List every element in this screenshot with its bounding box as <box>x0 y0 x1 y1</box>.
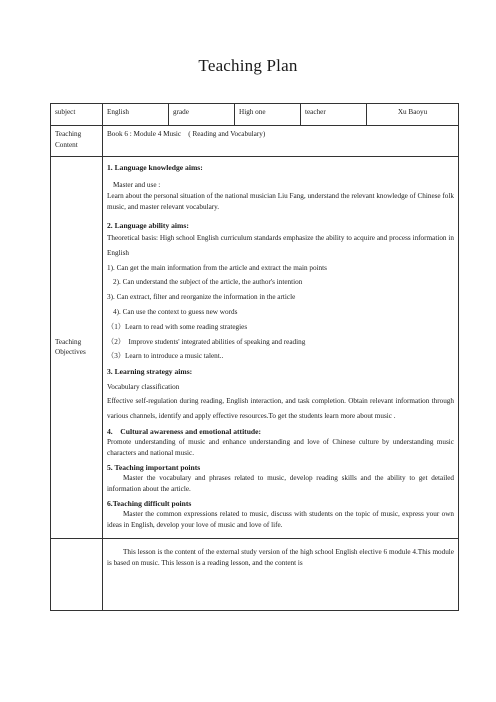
grade-value: High one <box>235 104 301 126</box>
page-title: Teaching Plan <box>198 56 298 75</box>
header-row <box>51 104 459 126</box>
analysis-text: This lesson is the content of the external study version of the high school English elective 6 module 4.This module is based on music. This lesson is a reading lesson, and the content is <box>103 538 459 610</box>
theoretical-basis-text: Theoretical basis: High school English curriculum standards emphasize the ability to acquire and process information in English <box>107 234 454 257</box>
ability-subitem-3: （3）Learn to introduce a music talent.. <box>107 352 224 361</box>
subject-label: subject <box>51 104 103 126</box>
important-points-text: Master the vocabulary and phrases related to music, develop reading skills and the ability to get detailed information about the article. <box>107 474 454 494</box>
teacher-value: Xu Baoyu <box>367 104 459 126</box>
teaching-plan-table <box>50 103 459 611</box>
language-ability-heading: 2. Language ability aims: <box>107 220 189 230</box>
ability-item-1: 1). Can get the main information from the article and extract the main points <box>107 263 327 272</box>
subject-value: English <box>103 104 169 126</box>
language-knowledge-heading: 1. Language knowledge aims: <box>107 163 203 172</box>
teaching-content-value: Book 6 : Module 4 Music ( Reading and Vocabulary) <box>103 126 459 157</box>
ability-subitem-2: （2） Improve students' integrated abilities of speaking and reading <box>107 337 306 346</box>
cultural-awareness-heading: 4. Cultural awareness and emotional attitude: <box>107 426 262 436</box>
ability-item-3: 3). Can extract, filter and reorganize the information in the article <box>107 293 296 302</box>
important-points-heading: 5. Teaching important points <box>107 462 201 472</box>
teaching-objectives-row <box>51 157 459 539</box>
teaching-content-row <box>51 126 459 157</box>
teaching-objectives-label: Teaching Objectives <box>51 157 103 539</box>
cultural-awareness-text: Promote understanding of music and enhance understanding and love of Chinese culture by understanding music characters and national music. <box>107 438 454 458</box>
ability-item-4: 4). Can use the context to guess new words <box>113 308 238 316</box>
vocabulary-classification-text: Vocabulary classification <box>107 382 180 391</box>
grade-label: grade <box>169 104 235 126</box>
ability-item-2: 2). Can understand the subject of the article, the author's intention <box>113 278 303 287</box>
learning-strategy-text: Effective self-regulation during reading, English interaction, and task completion. Obtain relevant information through various channels, identify and apply effective resources.To get the students learn more about music . <box>107 397 454 421</box>
language-knowledge-text: Learn about the personal situation of the national musician Liu Fang, understand the relevant knowledge of Chinese folk music, and master relevant vocabulary. <box>107 192 454 211</box>
teaching-content-label: Teaching Content <box>51 126 103 157</box>
ability-subitem-1: （1）Learn to read with some reading strategies <box>107 322 248 331</box>
teaching-objectives-body <box>103 157 459 539</box>
master-and-use-text: Master and use : <box>113 181 161 190</box>
difficult-points-text: Master the common expressions related to music, discuss with students on the topic of music, express your own ideas in English, develop your love of music and love of life. <box>107 510 454 530</box>
learning-strategy-heading: 3. Learning strategy aims: <box>107 367 193 377</box>
difficult-points-heading: 6.Teaching difficult points <box>107 498 192 508</box>
analysis-row <box>51 538 459 610</box>
analysis-label <box>51 538 103 610</box>
teacher-label: teacher <box>301 104 367 126</box>
